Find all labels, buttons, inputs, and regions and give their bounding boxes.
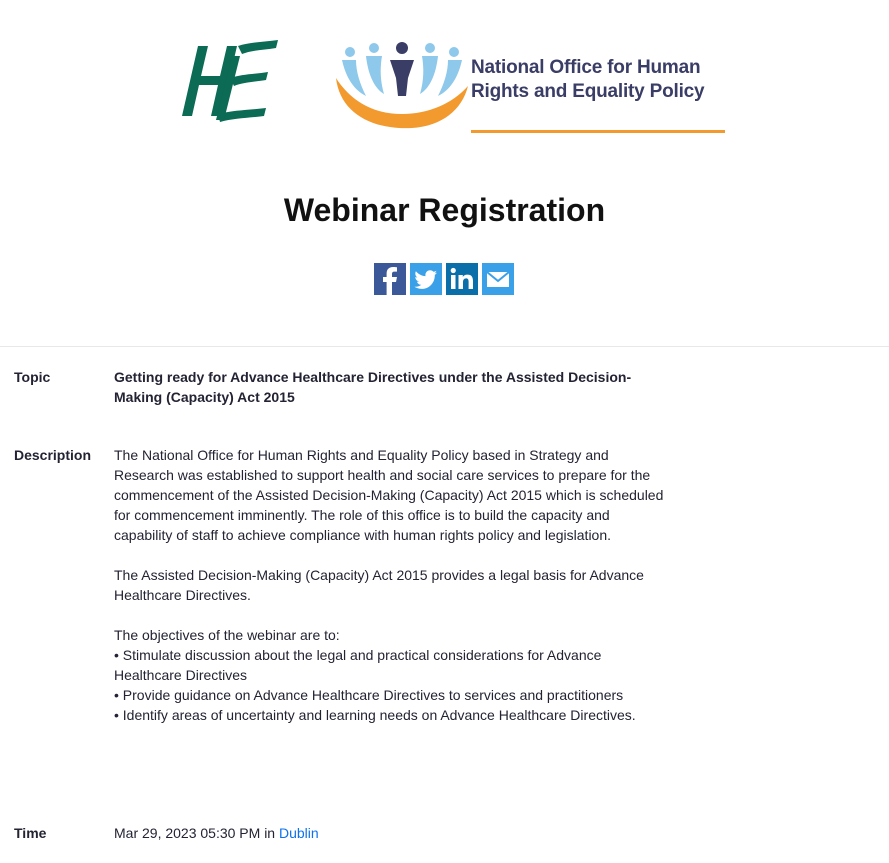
description-label: Description xyxy=(14,447,92,463)
email-icon xyxy=(482,263,514,295)
objective-item: • Stimulate discussion about the legal and practical considerations for Advance Healthcare Directives xyxy=(114,647,602,683)
timezone-link[interactable]: Dublin xyxy=(279,825,319,841)
time-label: Time xyxy=(14,825,47,841)
topic-label: Topic xyxy=(14,369,51,385)
header-divider xyxy=(0,346,889,347)
email-share-button[interactable] xyxy=(482,263,514,295)
nohrep-name-line2: Rights and Equality Policy xyxy=(471,81,705,102)
nohrep-name-line1: National Office for Human xyxy=(471,57,701,78)
page-title: Webinar Registration xyxy=(283,192,606,228)
nohrep-underline xyxy=(471,130,725,133)
linkedin-icon xyxy=(446,263,478,295)
hse-logo xyxy=(168,38,280,122)
facebook-icon xyxy=(374,263,406,295)
time-datetime: Mar 29, 2023 05:30 PM in xyxy=(114,825,276,841)
description-objectives xyxy=(114,625,664,725)
objective-item: • Identify areas of uncertainty and learning needs on Advance Healthcare Directives. xyxy=(114,707,636,723)
description-value xyxy=(114,445,664,725)
facebook-share-button[interactable] xyxy=(374,263,406,295)
description-paragraph: The National Office for Human Rights and Equality Policy based in Strategy and Research was established to support health and social care services to prepare for the commencement of the Assisted Decision-Making (Capacity) Act 2015 which is scheduled for commencement imminently. The role of this office is to build the capacity and capability of staff to achieve compliance with human rights policy and legislation. xyxy=(114,447,664,543)
objectives-intro: The objectives of the webinar are to: xyxy=(114,627,340,643)
header-logos xyxy=(0,30,889,140)
twitter-icon xyxy=(410,263,442,295)
objective-item: • Provide guidance on Advance Healthcare Directives to services and practitioners xyxy=(114,687,624,703)
linkedin-share-button[interactable] xyxy=(446,263,478,295)
time-value xyxy=(114,823,664,843)
topic-value: Getting ready for Advance Healthcare Directives under the Assisted Decision-Making (Capacity) Act 2015 xyxy=(114,369,632,405)
time-row xyxy=(14,823,874,843)
topic-row xyxy=(14,367,874,407)
description-paragraph: The Assisted Decision-Making (Capacity) Act 2015 provides a legal basis for Advance Healthcare Directives. xyxy=(114,567,644,603)
share-buttons xyxy=(374,263,514,295)
nohrep-name xyxy=(471,56,704,104)
description-row xyxy=(14,445,874,725)
twitter-share-button[interactable] xyxy=(410,263,442,295)
nohrep-logo xyxy=(332,38,472,130)
